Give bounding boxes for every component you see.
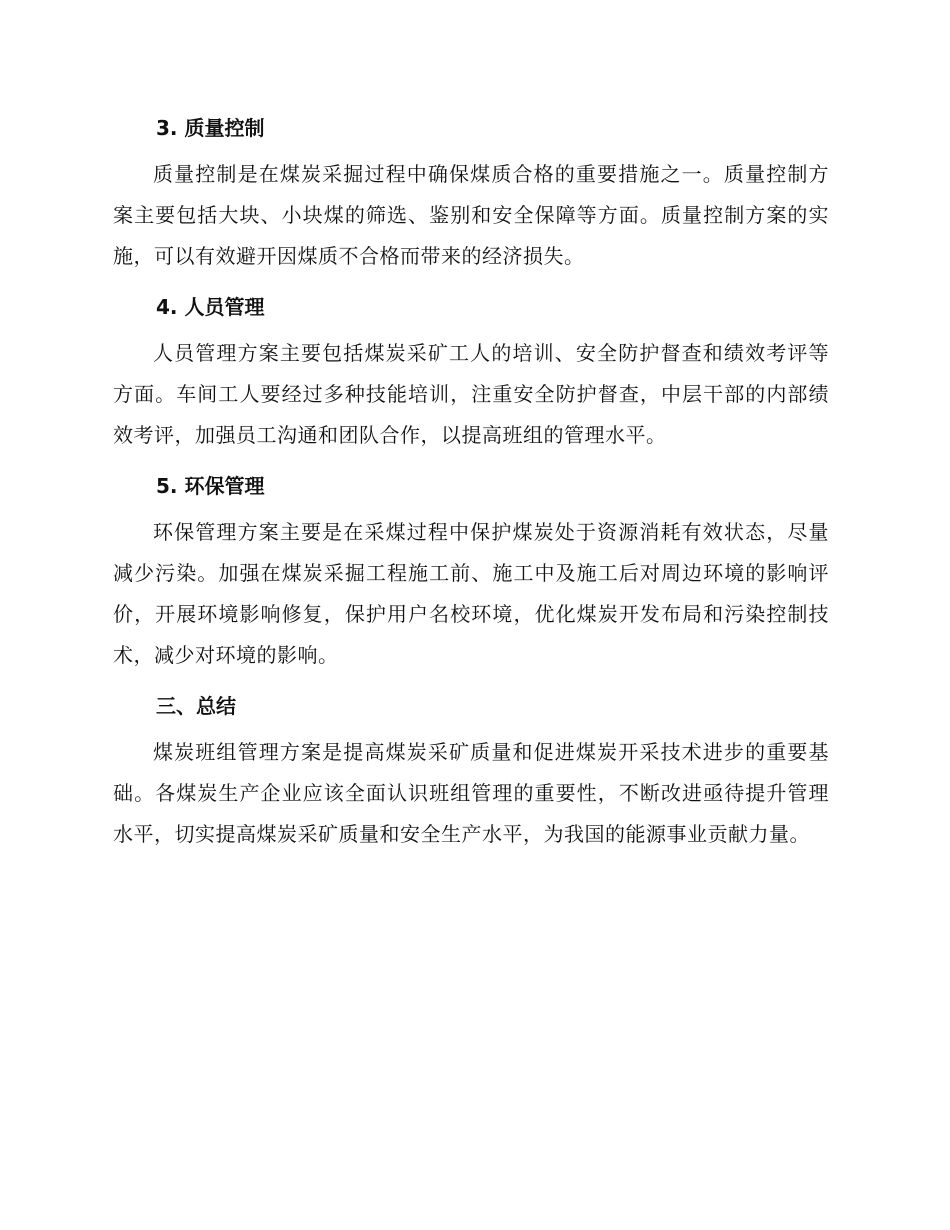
section-heading: 4. 人员管理 xyxy=(156,295,265,319)
section-heading: 三、总结 xyxy=(156,694,236,718)
section-summary xyxy=(113,686,829,855)
section-heading: 5. 环保管理 xyxy=(156,474,265,498)
section-paragraph: 人员管理方案主要包括煤炭采矿工人的培训、安全防护督查和绩效考评等方面。车间工人要经过多种技能培训，注重安全防护督查，中层干部的内部绩效考评，加强员工沟通和团队合作，以提高班组的管理水平。 xyxy=(113,341,829,447)
section-paragraph: 环保管理方案主要是在采煤过程中保护煤炭处于资源消耗有效状态，尽量减少污染。加强在煤炭采掘工程施工前、施工中及施工后对周边环境的影响评价，开展环境影响修复，保护用户名校环境，优化煤炭开发布局和污染控制技术，减少对环境的影响。 xyxy=(113,520,829,667)
section-environmental-management xyxy=(113,466,829,676)
section-paragraph: 煤炭班组管理方案是提高煤炭采矿质量和促进煤炭开采技术进步的重要基础。各煤炭生产企业应该全面认识班组管理的重要性，不断改进亟待提升管理水平，切实提高煤炭采矿质量和安全生产水平，为我国的能源事业贡献力量。 xyxy=(113,740,829,846)
section-heading: 3. 质量控制 xyxy=(156,116,265,140)
document-page xyxy=(113,108,829,865)
section-paragraph: 质量控制是在煤炭采掘过程中确保煤质合格的重要措施之一。质量控制方案主要包括大块、小块煤的筛选、鉴别和安全保障等方面。质量控制方案的实施，可以有效避开因煤质不合格而带来的经济损失。 xyxy=(113,162,829,268)
section-quality-control xyxy=(113,108,829,277)
section-personnel-management xyxy=(113,287,829,456)
